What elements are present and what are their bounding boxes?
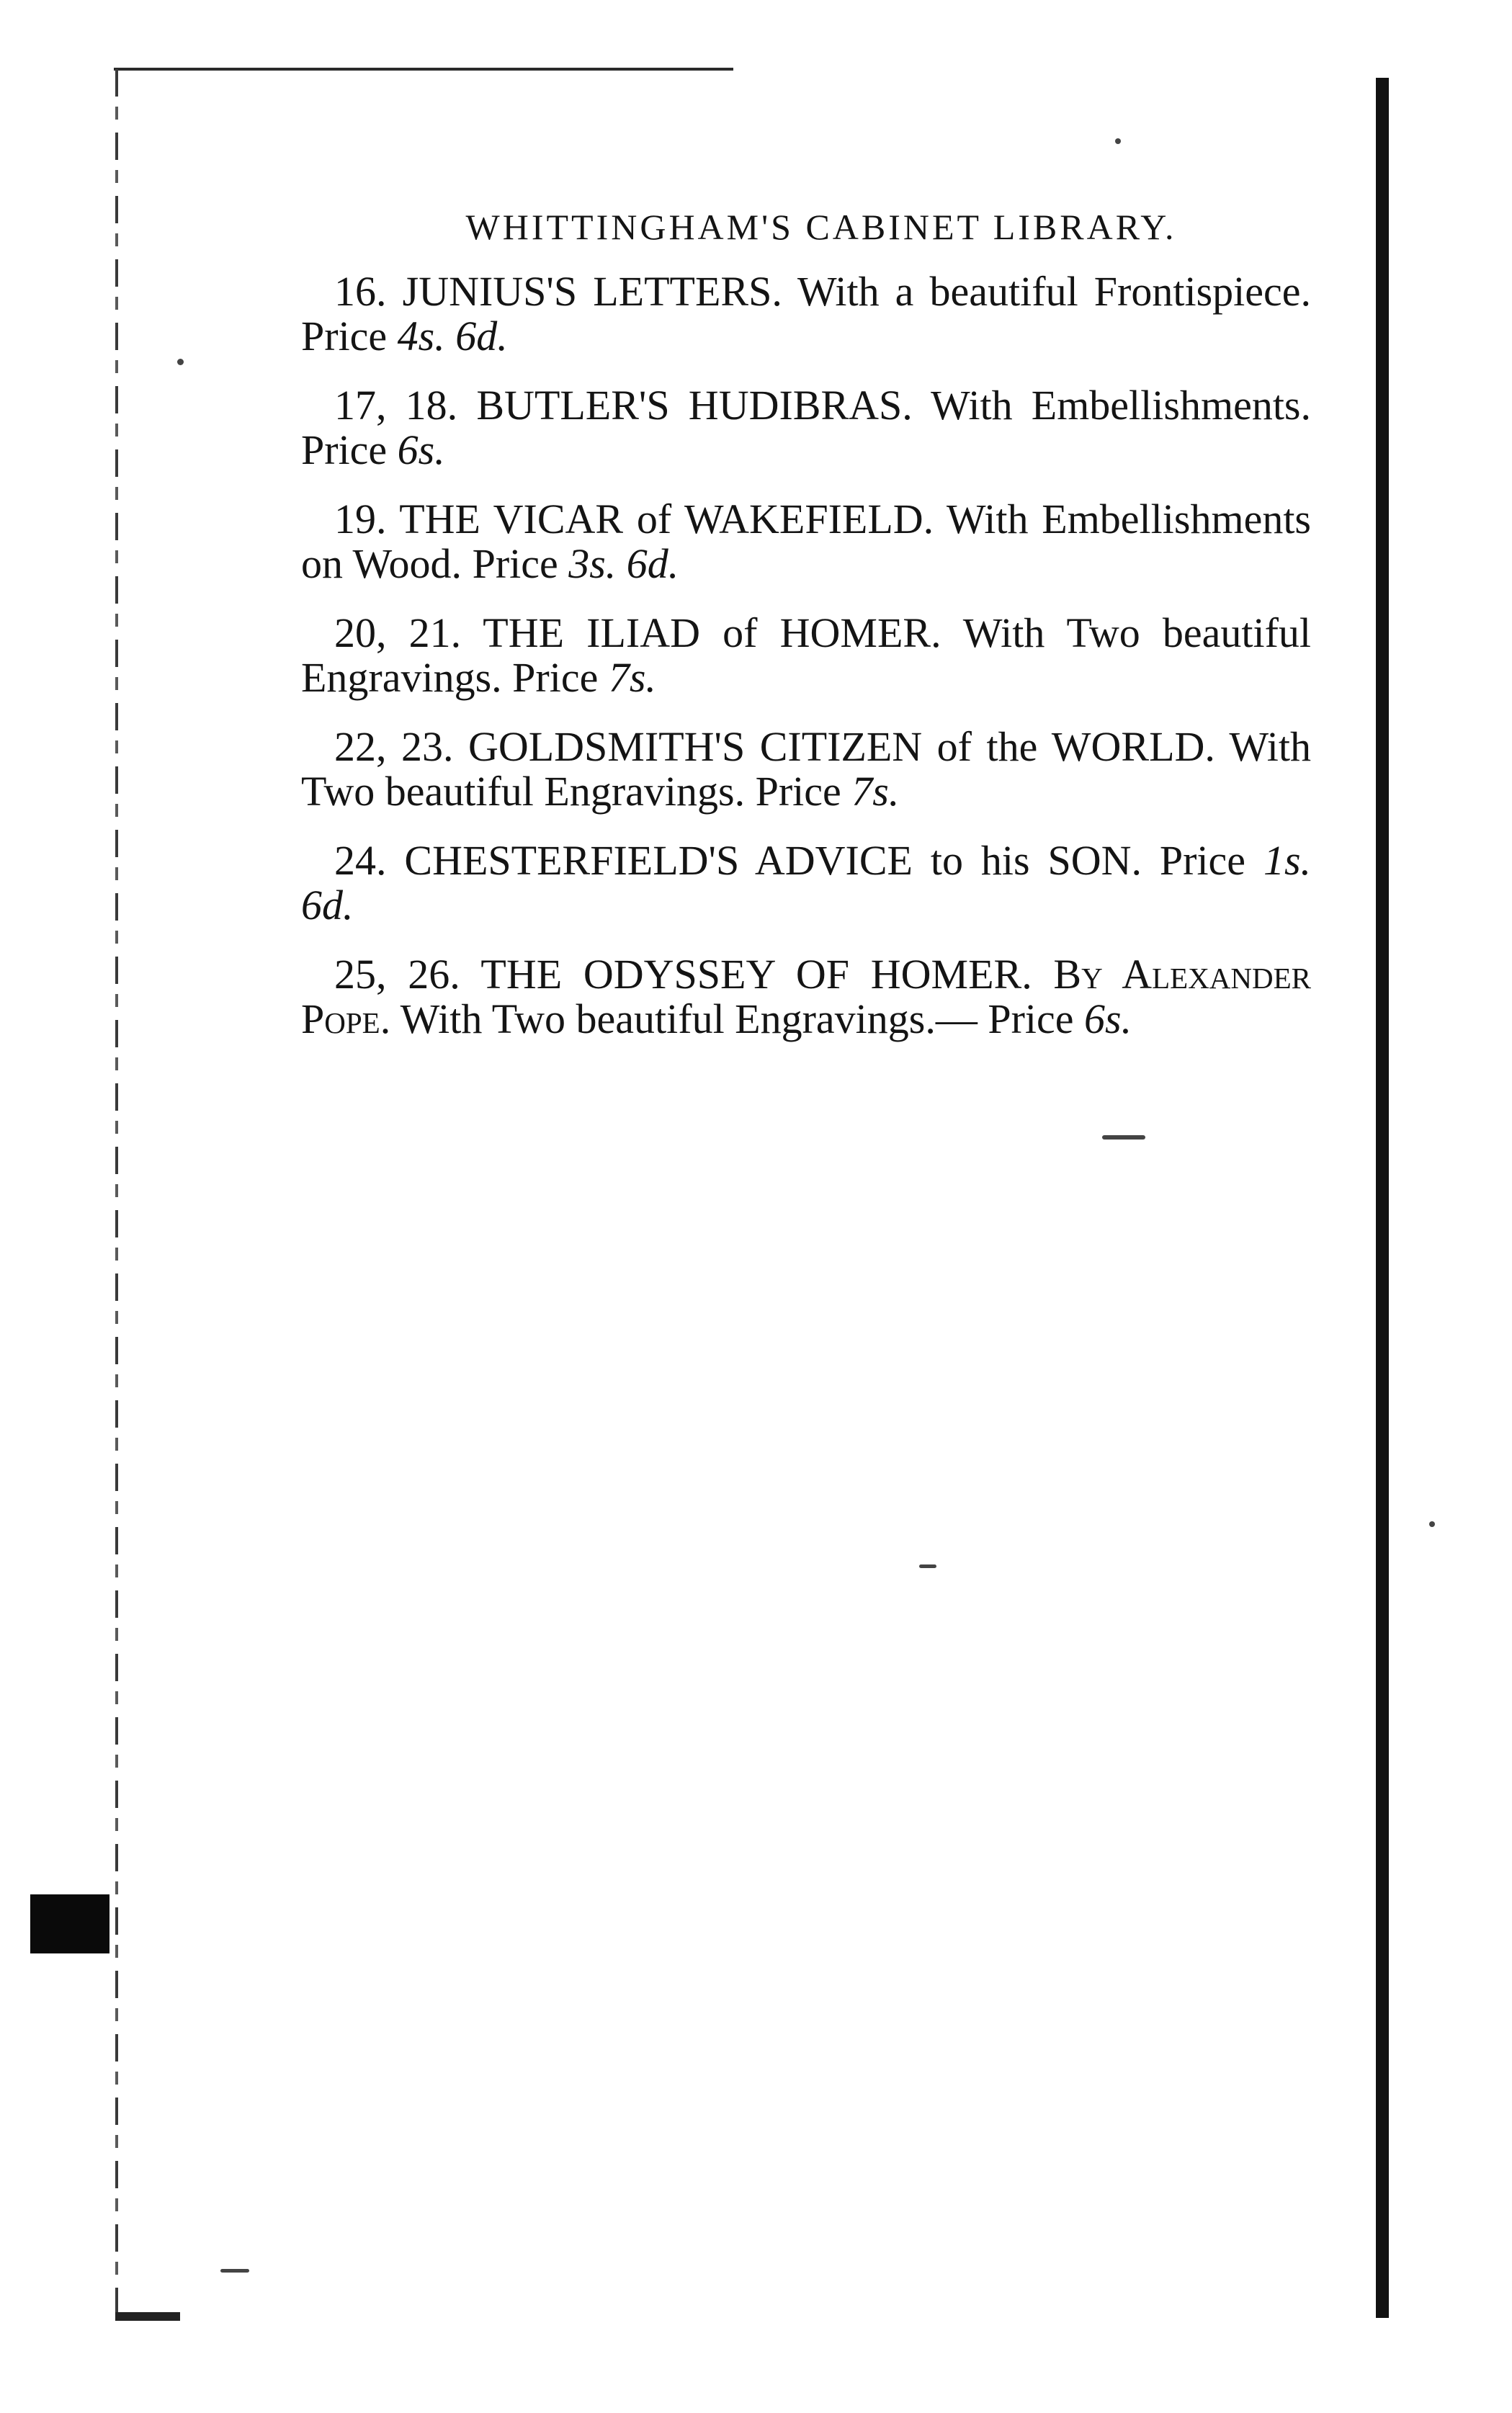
entry-number: 25, 26.: [334, 951, 460, 998]
entry-description: With Embellishments on Wood.: [301, 496, 1312, 587]
catalog-entry: [301, 725, 1311, 814]
entry-price: 6s.: [397, 426, 445, 473]
entry-price: 3s. 6d.: [568, 540, 679, 587]
scan-speck: [919, 1564, 936, 1568]
entry-title: THE ILIAD of HOMER.: [483, 609, 941, 656]
entry-price: 6s.: [1084, 995, 1132, 1042]
catalog-entry: [301, 838, 1311, 928]
entry-number: 22, 23.: [334, 723, 454, 770]
entry-number: 20, 21.: [334, 609, 462, 656]
entry-number: 16.: [334, 268, 387, 315]
scan-speck: [1102, 1135, 1145, 1140]
scan-mark: [30, 1894, 109, 1953]
scan-speck: [1115, 138, 1121, 144]
entry-number: 24.: [334, 837, 387, 884]
entry-price: 1s. 6d.: [301, 837, 1312, 928]
entry-price-label: Price: [1159, 837, 1246, 884]
scan-speck: [1429, 1521, 1435, 1527]
page-frame-bottom: [115, 2312, 180, 2321]
entry-title: CHESTERFIELD'S ADVICE to his SON.: [404, 837, 1142, 884]
entry-title: GOLDSMITH'S CITIZEN of the WORLD.: [468, 723, 1215, 770]
entry-price-label: Price: [755, 768, 841, 815]
scan-speck: [177, 359, 184, 365]
entry-description: With Two beautiful Engravings.—: [400, 995, 978, 1042]
entry-price: 4s. 6d.: [397, 313, 508, 359]
page-frame-top: [114, 68, 733, 71]
entry-price-label: Price: [512, 654, 599, 701]
catalog-entry: [301, 611, 1311, 700]
entry-price-label: Price: [301, 313, 388, 359]
entry-price: 7s.: [608, 654, 656, 701]
scan-speck: [220, 2269, 249, 2273]
entry-number: 17, 18.: [334, 382, 458, 429]
page-edge-right: [1376, 78, 1389, 2318]
entry-price: 7s.: [851, 768, 900, 815]
entry-description: With Embellishments.: [930, 382, 1312, 429]
entry-price-label: Price: [301, 426, 388, 473]
entry-description: With Two beautiful Engravings.: [301, 723, 1311, 815]
entry-price-label: Price: [988, 995, 1074, 1042]
entry-title: JUNIUS'S LETTERS.: [402, 268, 782, 315]
entry-description: With a beautiful Frontispiece.: [797, 268, 1312, 315]
entry-title: THE ODYSSEY OF HOMER.: [480, 951, 1032, 998]
entry-byline: By Alexander Pope.: [301, 951, 1312, 1042]
entry-description: With Two beautiful Engravings.: [301, 609, 1312, 701]
entry-price-label: Price: [472, 540, 558, 587]
entry-title: BUTLER'S HUDIBRAS.: [476, 382, 913, 429]
catalog-entry: [301, 269, 1311, 359]
page-header: WHITTINGHAM'S CABINET LIBRARY.: [465, 207, 1177, 247]
catalog-entry: [301, 383, 1311, 473]
catalog-entry: [301, 952, 1311, 1042]
catalog-entries: [301, 269, 1311, 1066]
catalog-entry: [301, 497, 1311, 586]
page-frame-left: [115, 69, 118, 2316]
entry-title: THE VICAR of WAKEFIELD.: [399, 496, 934, 542]
entry-number: 19.: [334, 496, 387, 542]
